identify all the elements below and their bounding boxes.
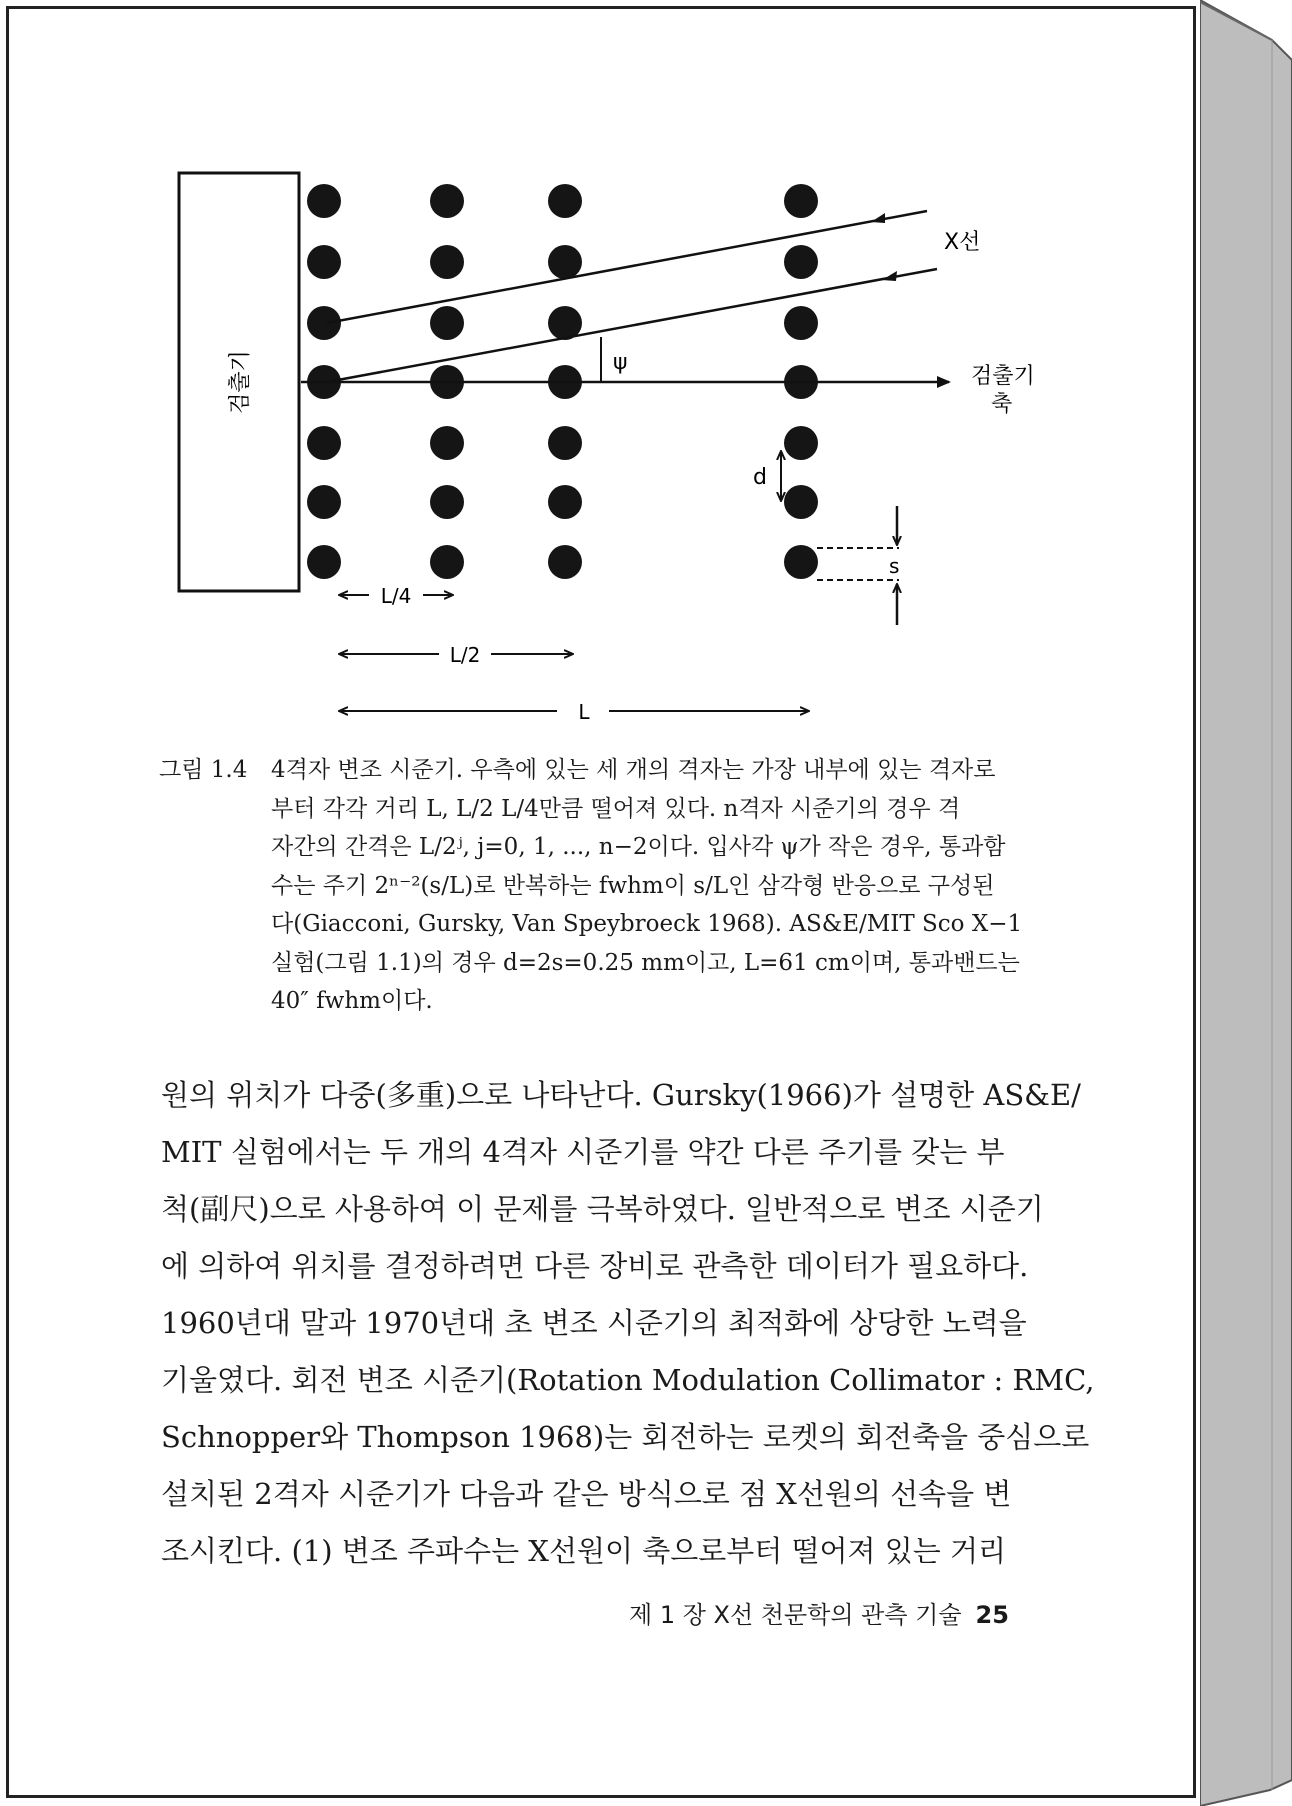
book-page bbox=[6, 6, 1196, 1798]
d-label: d bbox=[753, 465, 767, 490]
collimator-figure bbox=[9, 9, 1199, 749]
axis-label-line2: 축 bbox=[991, 392, 1013, 417]
caption-line: 수는 주기 2ⁿ⁻²(s/L)로 반복하는 fwhm이 s/L인 삼각형 반응으로 구성된 bbox=[271, 872, 995, 899]
caption-line: 4격자 변조 시준기. 우측에 있는 세 개의 격자는 가장 내부에 있는 격자로 bbox=[271, 757, 996, 783]
body-line: 1960년대 말과 1970년대 초 변조 시준기의 최적화에 상당한 노력을 bbox=[161, 1306, 1027, 1340]
caption-label: 그림 1.4 bbox=[159, 757, 248, 783]
quarter-distance-label: L/4 bbox=[380, 584, 412, 608]
half-distance-label: L/2 bbox=[449, 643, 481, 667]
xray-label: X선 bbox=[944, 230, 981, 255]
caption-line: 자간의 간격은 L/2ʲ, j=0, 1, ..., n−2이다. 입사각 ψ가 작은 경우, 통과함 bbox=[271, 834, 1006, 860]
xray-ray-lower bbox=[327, 269, 937, 382]
full-distance-label: L bbox=[578, 700, 590, 724]
axis-label-line1: 검출기 bbox=[971, 364, 1035, 389]
psi-label: ψ bbox=[613, 350, 628, 375]
body-line: 에 의하여 위치를 결정하려면 다른 장비로 관측한 데이터가 필요하다. bbox=[161, 1249, 1029, 1283]
caption-line: 부터 각각 거리 L, L/2 L/4만큼 떨어져 있다. n격자 시준기의 경우 격 bbox=[271, 795, 961, 822]
xray-ray-upper bbox=[327, 211, 927, 323]
s-label: s bbox=[889, 554, 900, 578]
caption-line: 다(Giacconi, Gursky, Van Speybroeck 1968). AS&E/MIT Sco X−1 bbox=[271, 911, 1023, 937]
book-edge bbox=[1200, 0, 1292, 1806]
chapter-title: 제 1 장 X선 천문학의 관측 기술 bbox=[629, 1601, 962, 1629]
caption-line: 실험(그림 1.1)의 경우 d=2s=0.25 mm이고, L=61 cm이며, 통과밴드는 bbox=[271, 949, 1020, 976]
body-line: 원의 위치가 다중(多重)으로 나타난다. Gursky(1966)가 설명한 AS&E/ bbox=[161, 1078, 1081, 1112]
body-line: 기울였다. 회전 변조 시준기(Rotation Modulation Collimator : RMC, bbox=[161, 1363, 1095, 1397]
page-number: 25 bbox=[975, 1601, 1009, 1629]
body-line: 척(副尺)으로 사용하여 이 문제를 극복하였다. 일반적으로 변조 시준기 bbox=[161, 1192, 1044, 1226]
body-line: 조시킨다. (1) 변조 주파수는 X선원이 축으로부터 떨어져 있는 거리 bbox=[161, 1534, 1007, 1568]
page-footer bbox=[629, 1595, 1009, 1630]
body-line: MIT 실험에서는 두 개의 4격자 시준기를 약간 다른 주기를 갖는 부 bbox=[161, 1135, 1005, 1169]
caption-line: 40″ fwhm이다. bbox=[271, 988, 433, 1014]
body-line: 설치된 2격자 시준기가 다음과 같은 방식으로 점 X선원의 선속을 변 bbox=[161, 1477, 1012, 1511]
body-line: Schnopper와 Thompson 1968)는 회전하는 로켓의 회전축을 중심으로 bbox=[161, 1420, 1090, 1454]
detector-box-label: 검출기 bbox=[228, 350, 253, 414]
